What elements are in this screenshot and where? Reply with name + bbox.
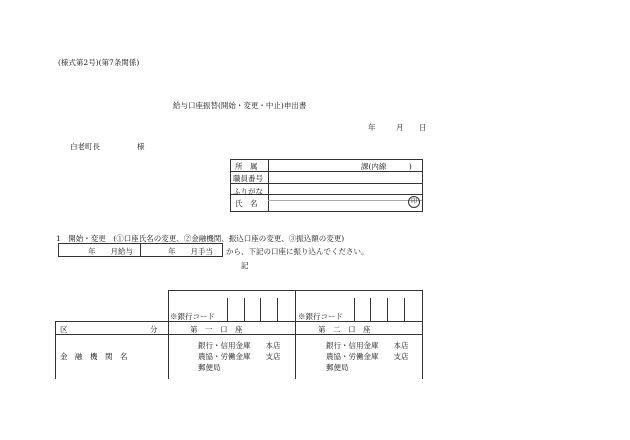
form-number: (様式第2号)(第7条関係) [58, 58, 140, 67]
section1-heading: 1 開始・変更 (①口座氏名の変更、②金融機関、振込口座の変更、③振込額の変更) [56, 234, 345, 243]
bank-code-label-1: ※銀行コード [170, 312, 215, 321]
addressee-honorific: 様 [137, 142, 145, 151]
seal-mark: 印 [408, 196, 420, 208]
employee-number-label: 職員番号 [233, 174, 263, 183]
account-1-line[interactable]: 銀行・信用金庫 本店 [198, 341, 281, 350]
institution-label: 金 融 機 関 名 [60, 352, 128, 361]
furigana-label: ふりがな [233, 187, 263, 196]
account-2-header: 第 二 口 座 [318, 325, 371, 334]
category-label: 区 分 [60, 325, 158, 334]
transfer-instruction: から、下記の口座に振り込んでください。 [226, 247, 369, 256]
department-field[interactable]: 課(内線 ) [361, 162, 412, 171]
salary-start-cell[interactable]: 年 月給与 [88, 247, 133, 256]
account-1-line[interactable]: 農協・労働金庫 支店 [198, 352, 281, 361]
account-1-header: 第 一 口 座 [190, 325, 243, 334]
name-field[interactable] [270, 195, 405, 210]
department-label: 所 属 [235, 162, 258, 171]
employee-number-field[interactable] [270, 172, 420, 182]
name-label: 氏 名 [235, 199, 258, 208]
account-2-line[interactable]: 農協・労働金庫 支店 [326, 352, 409, 361]
account-2-line[interactable]: 銀行・信用金庫 本店 [326, 341, 409, 350]
bonus-start-cell[interactable]: 年 月手当 [168, 247, 213, 256]
account-1-line[interactable]: 郵便局 [198, 363, 221, 372]
bank-code-label-2: ※銀行コード [298, 312, 343, 321]
date-day-label: 日 [419, 123, 427, 132]
form-title: 給与口座振替(開始・変更・中止)申出書 [173, 101, 307, 110]
account-2-line[interactable]: 郵便局 [326, 363, 349, 372]
date-month-label: 月 [396, 123, 404, 132]
date-year-label: 年 [368, 123, 376, 132]
note-heading: 記 [241, 261, 249, 270]
furigana-field[interactable] [270, 185, 420, 194]
addressee-name: 白老町長 [70, 142, 100, 151]
